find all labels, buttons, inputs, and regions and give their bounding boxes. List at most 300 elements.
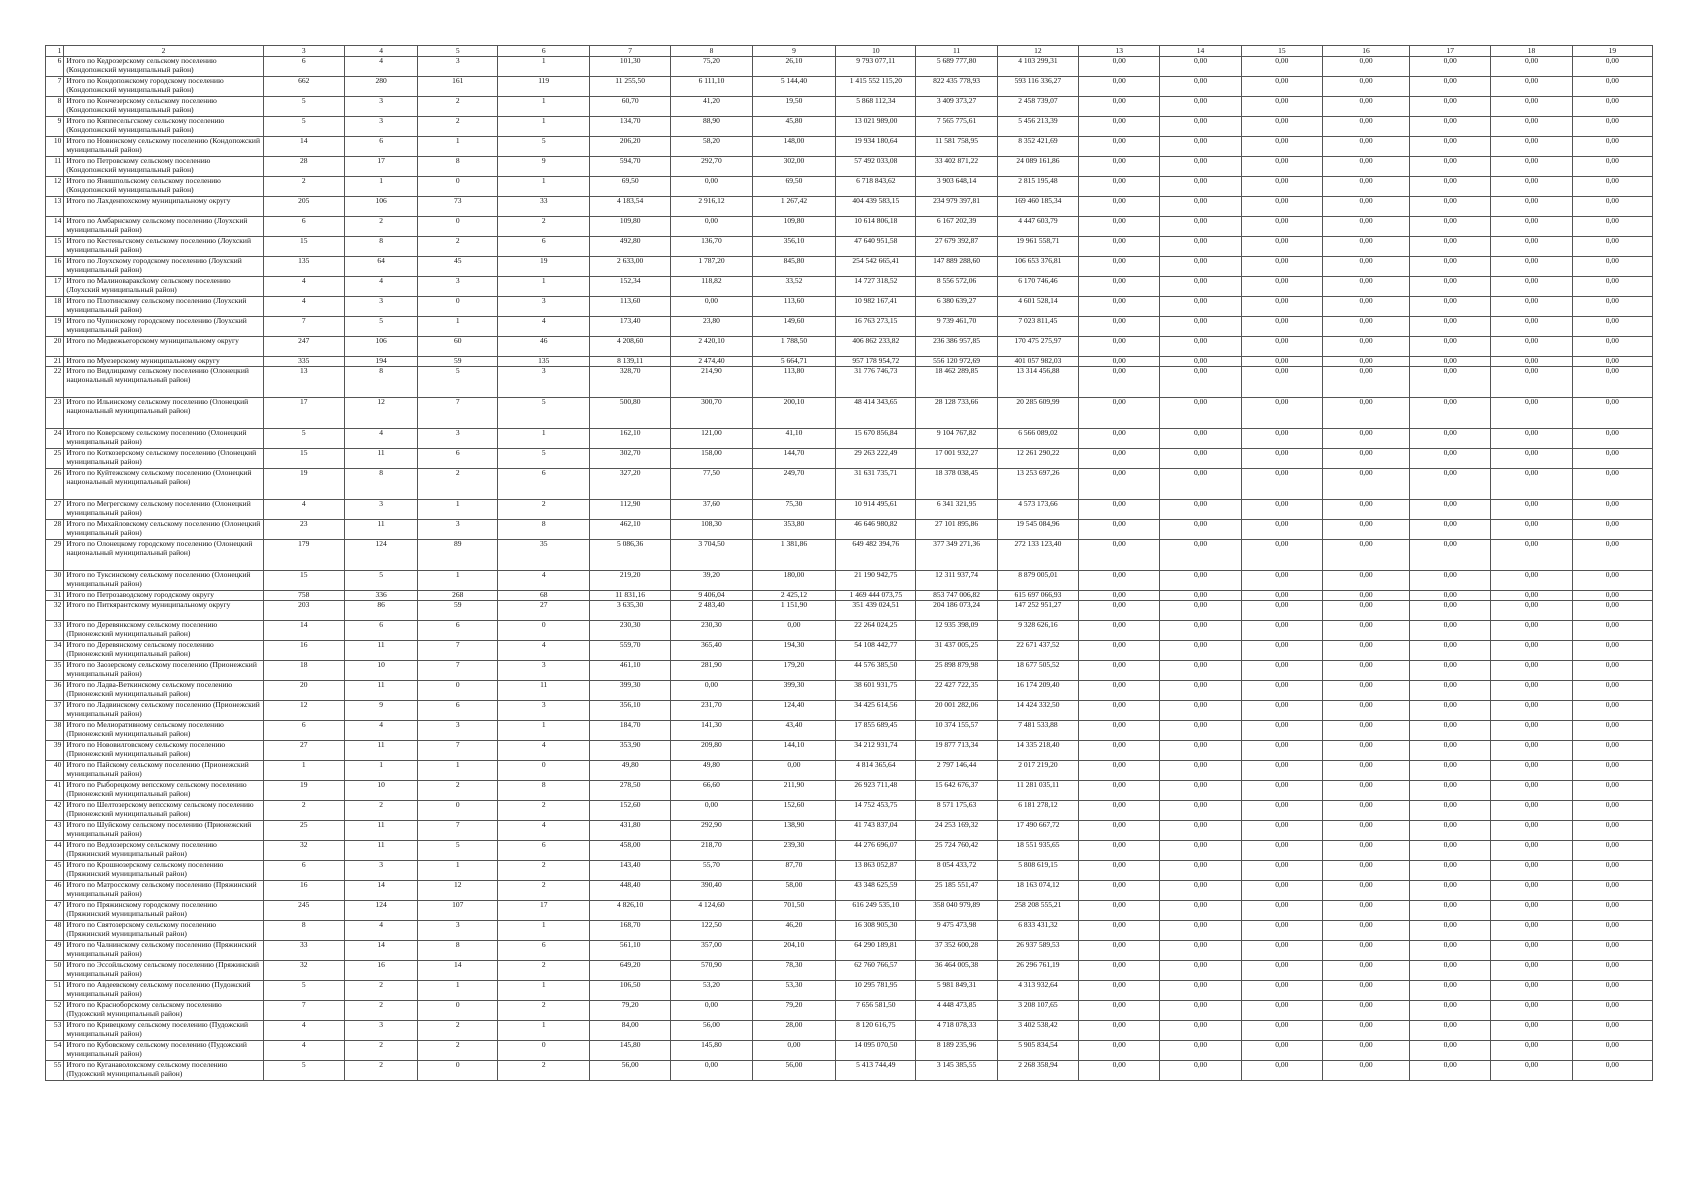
table-body — [46, 46, 1653, 1081]
value-cell: 2 483,40 — [671, 601, 752, 621]
value-cell: 0,00 — [1572, 841, 1652, 861]
value-cell: 5 — [498, 449, 590, 469]
value-cell: 26 296 761,19 — [997, 961, 1078, 981]
value-cell: 7 — [263, 1001, 344, 1021]
row-number-cell: 43 — [46, 821, 64, 841]
value-cell: 0,00 — [1160, 721, 1241, 741]
column-number-cell: 13 — [1079, 46, 1160, 57]
value-cell: 14 — [344, 941, 417, 961]
settlement-name-cell: Итого по Малиновараксkому сельскому поселению (Лоухский муниципальный район) — [64, 277, 263, 297]
column-number-cell: 11 — [916, 46, 997, 57]
value-cell: 53,20 — [671, 981, 752, 1001]
value-cell: 6 — [263, 861, 344, 881]
value-cell: 4 — [498, 641, 590, 661]
value-cell: 135 — [263, 257, 344, 277]
value-cell: 0,00 — [1160, 981, 1241, 1001]
value-cell: 0,00 — [1079, 981, 1160, 1001]
value-cell: 0,00 — [1491, 77, 1572, 97]
value-cell: 20 285 609,99 — [997, 398, 1078, 429]
value-cell: 4 — [263, 1041, 344, 1061]
value-cell: 14 752 453,75 — [836, 801, 916, 821]
value-cell: 0,00 — [1322, 621, 1409, 641]
value-cell: 5 — [263, 97, 344, 117]
value-cell: 4 — [498, 317, 590, 337]
value-cell: 33,52 — [752, 277, 836, 297]
value-cell: 2 — [418, 117, 498, 137]
value-cell: 0,00 — [1241, 97, 1322, 117]
value-cell: 0,00 — [1572, 157, 1652, 177]
value-cell: 3 — [344, 97, 417, 117]
value-cell: 0,00 — [1572, 217, 1652, 237]
value-cell: 272 133 123,40 — [997, 540, 1078, 571]
value-cell: 7 481 533,88 — [997, 721, 1078, 741]
value-cell: 0,00 — [1491, 1001, 1572, 1021]
value-cell: 0,00 — [1410, 398, 1491, 429]
value-cell: 75,30 — [752, 500, 836, 520]
value-cell: 0,00 — [1160, 177, 1241, 197]
value-cell: 43 348 625,59 — [836, 881, 916, 901]
table-row — [46, 881, 1653, 901]
value-cell: 5 — [263, 429, 344, 449]
row-number-cell: 28 — [46, 520, 64, 540]
value-cell: 0,00 — [1491, 591, 1572, 601]
value-cell: 0,00 — [1491, 500, 1572, 520]
value-cell: 0,00 — [1572, 1061, 1652, 1081]
value-cell: 0,00 — [1572, 601, 1652, 621]
value-cell: 0,00 — [1160, 601, 1241, 621]
value-cell: 0,00 — [1241, 317, 1322, 337]
value-cell: 12 — [263, 701, 344, 721]
value-cell: 17 490 667,72 — [997, 821, 1078, 841]
value-cell: 0,00 — [1241, 1061, 1322, 1081]
value-cell: 32 — [263, 961, 344, 981]
row-number-cell: 40 — [46, 761, 64, 781]
value-cell: 0,00 — [1491, 137, 1572, 157]
value-cell: 20 001 282,06 — [916, 701, 997, 721]
value-cell: 0,00 — [1491, 57, 1572, 77]
value-cell: 44 276 696,07 — [836, 841, 916, 861]
value-cell: 1 — [344, 177, 417, 197]
value-cell: 10 — [344, 781, 417, 801]
value-cell: 60 — [418, 337, 498, 357]
value-cell: 27 101 895,86 — [916, 520, 997, 540]
row-number-cell: 55 — [46, 1061, 64, 1081]
table-row — [46, 157, 1653, 177]
value-cell: 16 — [263, 641, 344, 661]
value-cell: 6 341 321,95 — [916, 500, 997, 520]
value-cell: 3 903 648,14 — [916, 177, 997, 197]
value-cell: 0,00 — [1241, 367, 1322, 398]
value-cell: 6 — [418, 621, 498, 641]
row-number-cell: 10 — [46, 137, 64, 157]
value-cell: 0,00 — [1322, 137, 1409, 157]
value-cell: 0,00 — [1241, 469, 1322, 500]
value-cell: 101,30 — [590, 57, 671, 77]
value-cell: 0,00 — [1410, 217, 1491, 237]
value-cell: 0,00 — [1241, 881, 1322, 901]
value-cell: 75,20 — [671, 57, 752, 77]
value-cell: 4 — [263, 500, 344, 520]
value-cell: 0,00 — [1322, 781, 1409, 801]
value-cell: 0,00 — [1160, 337, 1241, 357]
value-cell: 0,00 — [1572, 97, 1652, 117]
value-cell: 0,00 — [1079, 429, 1160, 449]
value-cell: 0,00 — [1079, 237, 1160, 257]
value-cell: 4 183,54 — [590, 197, 671, 217]
value-cell: 41,20 — [671, 97, 752, 117]
value-cell: 0,00 — [1572, 469, 1652, 500]
value-cell: 0,00 — [1241, 821, 1322, 841]
value-cell: 0,00 — [671, 681, 752, 701]
value-cell: 4 — [344, 277, 417, 297]
settlement-name-cell: Итого по Ведлозерскому сельскому поселению (Пряжинский муниципальный район) — [64, 841, 263, 861]
value-cell: 109,80 — [590, 217, 671, 237]
value-cell: 957 178 954,72 — [836, 357, 916, 367]
value-cell: 5 — [344, 571, 417, 591]
value-cell: 448,40 — [590, 881, 671, 901]
value-cell: 0,00 — [1410, 981, 1491, 1001]
value-cell: 0,00 — [1491, 721, 1572, 741]
value-cell: 401 057 982,03 — [997, 357, 1078, 367]
value-cell: 5 981 849,31 — [916, 981, 997, 1001]
value-cell: 2 458 739,07 — [997, 97, 1078, 117]
value-cell: 1 — [498, 97, 590, 117]
value-cell: 0,00 — [1322, 761, 1409, 781]
value-cell: 0,00 — [1160, 1041, 1241, 1061]
value-cell: 205 — [263, 197, 344, 217]
value-cell: 113,60 — [590, 297, 671, 317]
value-cell: 758 — [263, 591, 344, 601]
value-cell: 2 — [418, 237, 498, 257]
value-cell: 0,00 — [1491, 197, 1572, 217]
value-cell: 4 448 473,85 — [916, 1001, 997, 1021]
value-cell: 8 139,11 — [590, 357, 671, 367]
value-cell: 8 054 433,72 — [916, 861, 997, 881]
value-cell: 218,70 — [671, 841, 752, 861]
value-cell: 6 — [263, 57, 344, 77]
value-cell: 0 — [418, 217, 498, 237]
settlement-name-cell: Итого по Красноборскому сельскому поселению (Пудожский муниципальный район) — [64, 1001, 263, 1021]
value-cell: 0,00 — [1079, 861, 1160, 881]
value-cell: 0,00 — [1410, 57, 1491, 77]
value-cell: 0,00 — [1079, 57, 1160, 77]
value-cell: 0,00 — [1322, 177, 1409, 197]
value-cell: 0,00 — [1572, 661, 1652, 681]
row-number-cell: 46 — [46, 881, 64, 901]
value-cell: 0,00 — [1322, 961, 1409, 981]
value-cell: 0,00 — [1160, 961, 1241, 981]
value-cell: 27 — [498, 601, 590, 621]
settlement-name-cell: Итого по Туксинскому сельскому поселению (Олонецкий муниципальный район) — [64, 571, 263, 591]
value-cell: 6 566 089,02 — [997, 429, 1078, 449]
value-cell: 0,00 — [1572, 137, 1652, 157]
row-number-cell: 15 — [46, 237, 64, 257]
value-cell: 0,00 — [1322, 57, 1409, 77]
value-cell: 0,00 — [1241, 1001, 1322, 1021]
value-cell: 0,00 — [1322, 1061, 1409, 1081]
value-cell: 0,00 — [1079, 571, 1160, 591]
table-row — [46, 901, 1653, 921]
value-cell: 0,00 — [671, 1061, 752, 1081]
value-cell: 0,00 — [1491, 881, 1572, 901]
value-cell: 5 808 619,15 — [997, 861, 1078, 881]
value-cell: 23 — [263, 520, 344, 540]
value-cell: 4 — [263, 1021, 344, 1041]
value-cell: 0,00 — [1410, 117, 1491, 137]
value-cell: 5 664,71 — [752, 357, 836, 367]
value-cell: 0,00 — [1410, 317, 1491, 337]
table-row — [46, 841, 1653, 861]
settlement-name-cell: Итого по Мелиоративному сельскому поселению (Прионежский муниципальный район) — [64, 721, 263, 741]
value-cell: 4 — [263, 277, 344, 297]
value-cell: 7 — [418, 641, 498, 661]
value-cell: 8 — [418, 157, 498, 177]
value-cell: 18 163 074,12 — [997, 881, 1078, 901]
value-cell: 0,00 — [1160, 921, 1241, 941]
value-cell: 258 208 555,21 — [997, 901, 1078, 921]
value-cell: 0,00 — [1160, 1001, 1241, 1021]
value-cell: 0,00 — [1241, 217, 1322, 237]
value-cell: 18 — [263, 661, 344, 681]
value-cell: 7 — [418, 398, 498, 429]
value-cell: 0,00 — [1572, 337, 1652, 357]
value-cell: 8 — [498, 781, 590, 801]
value-cell: 17 — [263, 398, 344, 429]
value-cell: 37,60 — [671, 500, 752, 520]
row-number-cell: 18 — [46, 297, 64, 317]
value-cell: 9 — [344, 701, 417, 721]
settlement-name-cell: Итого по Кестеньгскому сельскому поселению (Лоухский муниципальный район) — [64, 237, 263, 257]
value-cell: 247 — [263, 337, 344, 357]
value-cell: 25 724 760,42 — [916, 841, 997, 861]
value-cell: 3 — [498, 661, 590, 681]
value-cell: 147 252 951,27 — [997, 601, 1078, 621]
value-cell: 39,20 — [671, 571, 752, 591]
settlement-name-cell: Итого по Пряжинскому городскому поселению (Пряжинский муниципальный район) — [64, 901, 263, 921]
value-cell: 853 747 006,82 — [916, 591, 997, 601]
value-cell: 12 311 937,74 — [916, 571, 997, 591]
value-cell: 0,00 — [1410, 357, 1491, 367]
value-cell: 0,00 — [1160, 861, 1241, 881]
value-cell: 0,00 — [1079, 317, 1160, 337]
value-cell: 0,00 — [1410, 1041, 1491, 1061]
value-cell: 118,82 — [671, 277, 752, 297]
value-cell: 106,50 — [590, 981, 671, 1001]
row-number-cell: 39 — [46, 741, 64, 761]
value-cell: 0,00 — [1572, 701, 1652, 721]
value-cell: 22 264 024,25 — [836, 621, 916, 641]
value-cell: 8 352 421,69 — [997, 137, 1078, 157]
value-cell: 204 186 073,24 — [916, 601, 997, 621]
value-cell: 0,00 — [1322, 500, 1409, 520]
value-cell: 2 — [498, 1061, 590, 1081]
value-cell: 14 — [263, 621, 344, 641]
value-cell: 11 — [344, 681, 417, 701]
value-cell: 3 — [418, 277, 498, 297]
value-cell: 15 642 676,37 — [916, 781, 997, 801]
value-cell: 0,00 — [1160, 641, 1241, 661]
value-cell: 0,00 — [1572, 921, 1652, 941]
value-cell: 73 — [418, 197, 498, 217]
settlement-name-cell: Итого по Петровскому сельскому поселению (Кондопожский муниципальный район) — [64, 157, 263, 177]
value-cell: 0,00 — [1079, 540, 1160, 571]
value-cell: 0,00 — [1491, 277, 1572, 297]
value-cell: 5 — [418, 841, 498, 861]
settlement-name-cell: Итого по Коверскому сельскому поселению (Олонецкий муниципальный район) — [64, 429, 263, 449]
value-cell: 0,00 — [1241, 500, 1322, 520]
value-cell: 0,00 — [1241, 841, 1322, 861]
value-cell: 0,00 — [1241, 1021, 1322, 1041]
value-cell: 0,00 — [1322, 641, 1409, 661]
value-cell: 13 253 697,26 — [997, 469, 1078, 500]
value-cell: 0,00 — [1572, 117, 1652, 137]
value-cell: 2 — [263, 177, 344, 197]
table-row — [46, 701, 1653, 721]
value-cell: 11 — [344, 520, 417, 540]
value-cell: 56,00 — [671, 1021, 752, 1041]
column-number-cell: 10 — [836, 46, 916, 57]
value-cell: 0,00 — [1572, 177, 1652, 197]
value-cell: 2 — [498, 881, 590, 901]
value-cell: 0,00 — [1572, 357, 1652, 367]
value-cell: 0,00 — [1572, 77, 1652, 97]
value-cell: 0,00 — [1322, 337, 1409, 357]
table-row — [46, 681, 1653, 701]
value-cell: 0,00 — [1241, 1041, 1322, 1061]
value-cell: 0,00 — [1322, 367, 1409, 398]
value-cell: 0,00 — [1410, 469, 1491, 500]
value-cell: 1 381,86 — [752, 540, 836, 571]
value-cell: 0,00 — [1322, 317, 1409, 337]
value-cell: 0,00 — [1322, 941, 1409, 961]
value-cell: 119 — [498, 77, 590, 97]
value-cell: 16 308 905,30 — [836, 921, 916, 941]
value-cell: 0,00 — [1572, 571, 1652, 591]
value-cell: 0,00 — [1241, 591, 1322, 601]
value-cell: 19 877 713,34 — [916, 741, 997, 761]
row-number-cell: 32 — [46, 601, 64, 621]
table-row — [46, 540, 1653, 571]
value-cell: 327,20 — [590, 469, 671, 500]
value-cell: 461,10 — [590, 661, 671, 681]
value-cell: 0,00 — [1491, 540, 1572, 571]
value-cell: 6 — [498, 237, 590, 257]
value-cell: 0,00 — [1160, 781, 1241, 801]
value-cell: 2 — [418, 781, 498, 801]
value-cell: 0,00 — [1410, 821, 1491, 841]
value-cell: 58,00 — [752, 881, 836, 901]
value-cell: 0,00 — [1241, 661, 1322, 681]
value-cell: 0 — [418, 801, 498, 821]
value-cell: 13 — [263, 367, 344, 398]
value-cell: 6 — [498, 941, 590, 961]
value-cell: 0,00 — [1079, 921, 1160, 941]
value-cell: 6 718 843,62 — [836, 177, 916, 197]
value-cell: 14 727 318,52 — [836, 277, 916, 297]
value-cell: 169 460 185,34 — [997, 197, 1078, 217]
value-cell: 0,00 — [1410, 801, 1491, 821]
value-cell: 0,00 — [1491, 901, 1572, 921]
settlement-name-cell: Итого по Нововилговскому сельскому поселению (Прионежский муниципальный район) — [64, 741, 263, 761]
value-cell: 0,00 — [1160, 741, 1241, 761]
value-cell: 0,00 — [1160, 1061, 1241, 1081]
value-cell: 0,00 — [1410, 621, 1491, 641]
value-cell: 0,00 — [1322, 1041, 1409, 1061]
table-row — [46, 821, 1653, 841]
value-cell: 0,00 — [1572, 901, 1652, 921]
value-cell: 59 — [418, 601, 498, 621]
value-cell: 8 — [418, 941, 498, 961]
value-cell: 492,80 — [590, 237, 671, 257]
column-number-cell: 4 — [344, 46, 417, 57]
value-cell: 35 — [498, 540, 590, 571]
value-cell: 0,00 — [1241, 297, 1322, 317]
value-cell: 0,00 — [1410, 861, 1491, 881]
value-cell: 1 469 444 073,75 — [836, 591, 916, 601]
value-cell: 2 017 219,20 — [997, 761, 1078, 781]
value-cell: 89 — [418, 540, 498, 571]
value-cell: 11 — [344, 821, 417, 841]
value-cell: 4 573 173,66 — [997, 500, 1078, 520]
value-cell: 24 089 161,86 — [997, 157, 1078, 177]
row-number-cell: 50 — [46, 961, 64, 981]
value-cell: 0,00 — [1322, 661, 1409, 681]
value-cell: 56,00 — [752, 1061, 836, 1081]
value-cell: 0,00 — [1491, 1061, 1572, 1081]
value-cell: 8 189 235,96 — [916, 1041, 997, 1061]
value-cell: 1 — [498, 429, 590, 449]
value-cell: 0,00 — [1241, 520, 1322, 540]
table-row — [46, 621, 1653, 641]
value-cell: 15 — [263, 571, 344, 591]
value-cell: 5 — [498, 398, 590, 429]
value-cell: 0,00 — [1322, 277, 1409, 297]
value-cell: 0,00 — [1410, 500, 1491, 520]
settlement-name-cell: Итого по Ильинскому сельскому поселению (Олонецкий национальный муниципальный район) — [64, 398, 263, 429]
value-cell: 7 — [418, 821, 498, 841]
value-cell: 13 021 989,00 — [836, 117, 916, 137]
settlement-name-cell: Итого по Коткозерскому сельскому поселению (Олонецкий муниципальный район) — [64, 449, 263, 469]
value-cell: 0,00 — [1491, 449, 1572, 469]
value-cell: 0,00 — [1491, 257, 1572, 277]
value-cell: 3 409 373,27 — [916, 97, 997, 117]
value-cell: 0,00 — [1491, 941, 1572, 961]
value-cell: 0,00 — [1322, 157, 1409, 177]
value-cell: 0,00 — [1241, 357, 1322, 367]
value-cell: 1 787,20 — [671, 257, 752, 277]
value-cell: 2 474,40 — [671, 357, 752, 367]
value-cell: 2 — [498, 217, 590, 237]
value-cell: 12 935 398,09 — [916, 621, 997, 641]
value-cell: 3 — [498, 297, 590, 317]
value-cell: 0,00 — [1572, 961, 1652, 981]
value-cell: 254 542 665,41 — [836, 257, 916, 277]
table-row — [46, 469, 1653, 500]
value-cell: 845,80 — [752, 257, 836, 277]
value-cell: 161 — [418, 77, 498, 97]
value-cell: 2 — [344, 1061, 417, 1081]
value-cell: 0 — [498, 621, 590, 641]
value-cell: 2 — [498, 500, 590, 520]
value-cell: 0,00 — [1079, 681, 1160, 701]
value-cell: 64 — [344, 257, 417, 277]
value-cell: 0,00 — [1410, 257, 1491, 277]
value-cell: 0,00 — [1410, 721, 1491, 741]
value-cell: 0,00 — [1410, 540, 1491, 571]
settlement-name-cell: Итого по Ладва-Веткинскому сельскому поселению (Прионежский муниципальный район) — [64, 681, 263, 701]
value-cell: 0,00 — [1410, 841, 1491, 861]
value-cell: 38 601 931,75 — [836, 681, 916, 701]
